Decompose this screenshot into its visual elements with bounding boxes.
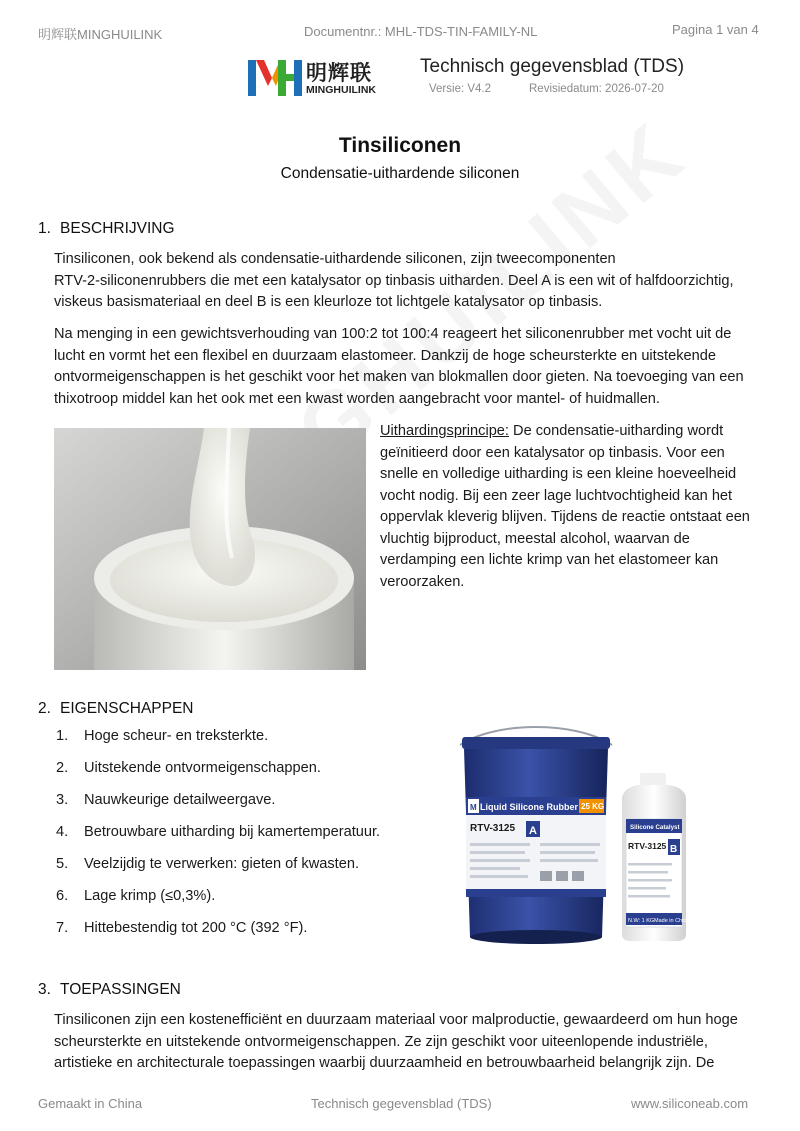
document-number: Documentnr.: MHL-TDS-TIN-FAMILY-NL <box>304 24 538 39</box>
footer-doc-type: Technisch gegevensblad (TDS) <box>311 1096 492 1111</box>
text-line: snelle en volledige uitharding is een kleine hoeveelheid <box>380 466 737 482</box>
text-line: verdamping een lichte krimp van het elastomeer kan <box>380 552 719 568</box>
curing-principle <box>380 421 765 593</box>
tds-title: Technisch gegevensblad (TDS) <box>420 56 685 77</box>
text-line: veroorzaken. <box>380 573 465 590</box>
pail-weight-text: 25 KG <box>581 802 605 811</box>
text-line: oppervlak kleverig blijven. Tijdens de reactie ontstaat een <box>380 509 750 525</box>
curing-principle-term: Uithardingsprincipe: <box>380 423 509 439</box>
list-item: 6. Lage krimp (≤0,3%). <box>56 888 216 904</box>
text-line: ontvormeigenschappen is het geschikt voor het maken van blokmallen door gieten. Na toevoeging van een <box>54 369 744 385</box>
text-line: vluchtig bijproduct, meestal alcohol, waarvan de <box>380 530 690 547</box>
document-subtitle: Condensatie-uithardende siliconen <box>280 165 520 182</box>
text-line: Tinsiliconen, ook bekend als condensatie-uithardende siliconen, zijn tweecomponenten <box>54 251 616 267</box>
document-title: Tinsiliconen <box>338 134 462 157</box>
logo-mark-icon <box>246 56 304 100</box>
text-line: Na menging in een gewichtsverhouding van 100:2 tot 100:4 reageert het siliconenrubber met vocht uit de <box>54 326 732 342</box>
text-line: RTV-2-siliconenrubbers die met een katalysator op tinbasis uitharden. Deel A is een wit of halfdoorzichtig, <box>54 272 734 289</box>
header-brand: 明辉联MINGHUILINK <box>38 27 163 42</box>
description-paragraph-2 <box>54 324 754 410</box>
text-line: Tinsiliconen zijn een kostenefficiënt en duurzaam materiaal voor malproductie, gewaardeerd om hun hoge <box>54 1012 738 1028</box>
text-line: vocht nodig. Bij een zeer lage luchtvochtigheid kan het <box>380 487 733 504</box>
text-line: scheursterkte en uitstekende ontvormeigenschappen. Ze zijn geschikt voor uiteenlopende industriële, <box>54 1033 708 1050</box>
product-packaging-photo <box>456 725 706 947</box>
properties-list <box>56 728 380 952</box>
section-number: 2. <box>38 700 51 717</box>
svg-text:M: M <box>470 803 477 812</box>
list-item: 3. Nauwkeurige detailweergave. <box>56 792 276 808</box>
bottle-part-label: B <box>670 844 678 855</box>
bottle-brand-text: Silicone Catalyst <box>630 824 680 831</box>
company-logo <box>246 56 378 100</box>
list-item: 2. Uitstekende ontvormeigenschappen. <box>56 760 321 776</box>
pail-model-text: RTV-3125 <box>470 823 516 834</box>
text-line: artistieke en architecturale toepassingen waarbij duurzaamheid en betrouwbaarheid belangrijk zijn. De <box>54 1055 715 1071</box>
tds-revision-date: Revisiedatum: 2026-07-20 <box>529 83 664 95</box>
section-heading-properties <box>38 700 194 718</box>
footer-website-link[interactable]: www.siliconeab.com <box>631 1096 749 1111</box>
logo-chinese-name: 明辉联 <box>306 61 372 85</box>
footer-origin: Gemaakt in China <box>38 1096 143 1111</box>
section-title: TOEPASSINGEN <box>60 981 181 998</box>
section-title: BESCHRIJVING <box>60 220 175 237</box>
pail-brand-text: Liquid Silicone Rubber <box>480 802 579 812</box>
bottle-net-weight: N.W: 1 KG <box>628 918 655 924</box>
section-heading-description <box>38 220 175 238</box>
text-line: lucht en vormt het een flexibel en duurzaam elastomeer. Dankzij de hoge scheursterkte en uitstekende <box>54 347 716 364</box>
tds-version: Versie: V4.2 <box>429 83 492 95</box>
list-item: 7. Hittebestendig tot 200 °C (392 °F). <box>56 920 308 936</box>
description-paragraph-1 <box>54 249 754 314</box>
logo-english-name: MINGHUILINK <box>306 84 376 96</box>
page-indicator: Pagina 1 van 4 <box>672 22 759 37</box>
pail-part-label: A <box>529 825 537 837</box>
text-line: De condensatie-uitharding wordt <box>508 423 724 439</box>
bottle-origin: Made in China <box>654 918 690 924</box>
bottle-model-text: RTV-3125 <box>628 841 667 851</box>
section-heading-applications <box>38 981 181 999</box>
section-title: EIGENSCHAPPEN <box>60 700 194 717</box>
silicone-pour-photo <box>54 428 366 670</box>
text-line: thixotroop middel kan het ook met een kwast worden aangebracht voor mantel- of huidmallen. <box>54 390 660 407</box>
section-number: 1. <box>38 220 51 237</box>
list-item: 1. Hoge scheur- en treksterkte. <box>56 728 269 744</box>
list-item: 5. Veelzijdig te verwerken: gieten of kwasten. <box>56 856 360 872</box>
list-item: 4. Betrouwbare uitharding bij kamertemperatuur. <box>56 824 381 840</box>
applications-paragraph <box>54 1010 754 1075</box>
section-number: 3. <box>38 981 51 998</box>
text-line: geïnitieerd door een katalysator op tinbasis. Voor een <box>380 444 725 461</box>
text-line: viskeus basismateriaal en deel B is een kleurloze tot lichtgele katalysator op tinbasis. <box>54 294 603 310</box>
